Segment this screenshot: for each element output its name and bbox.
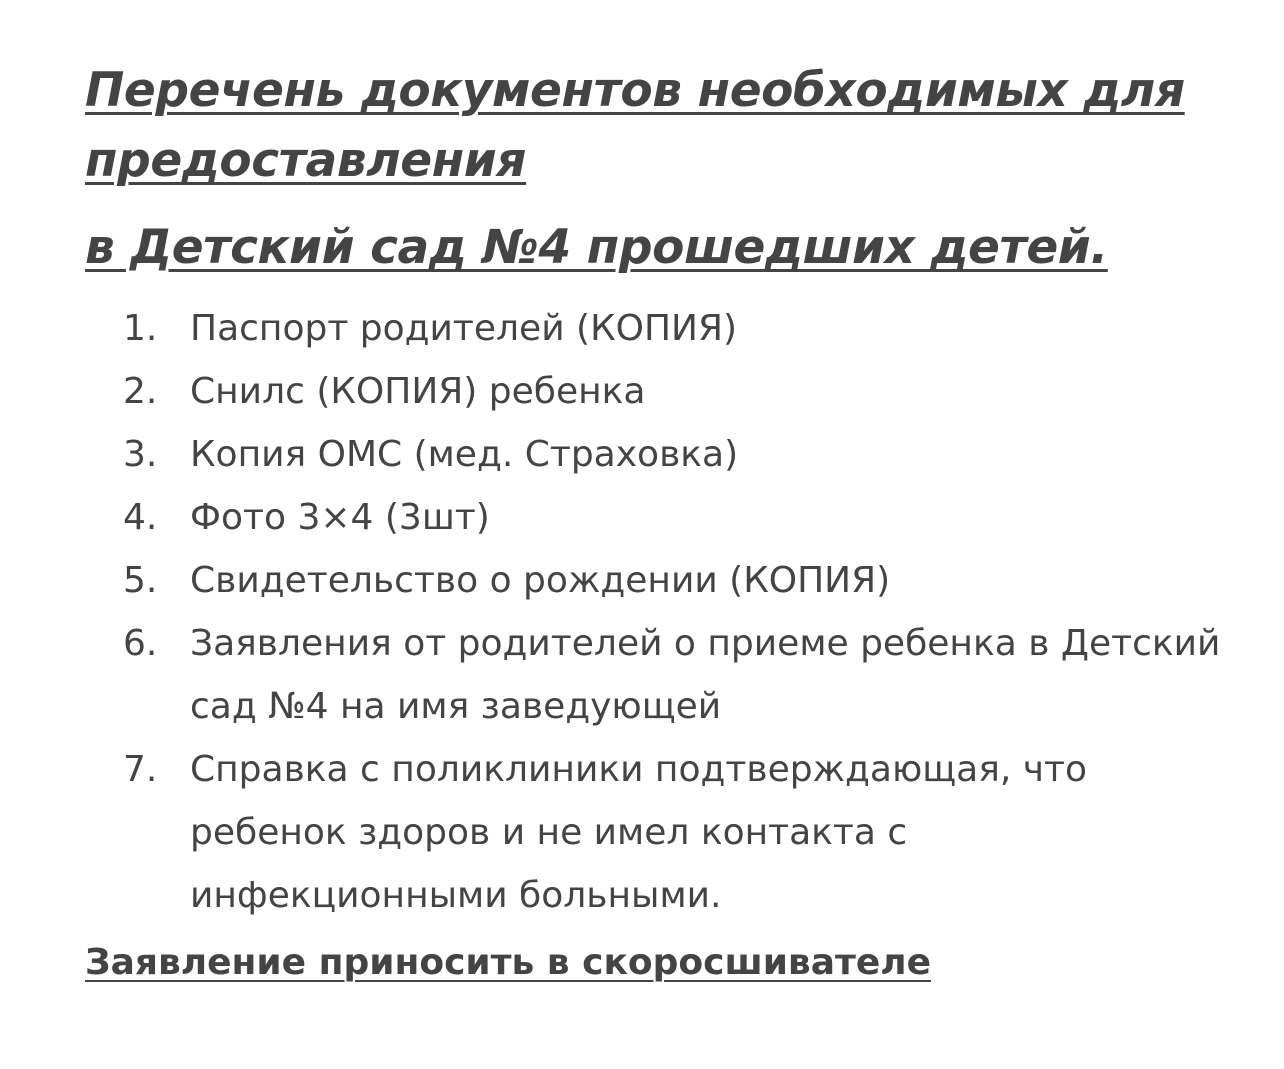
list-item bbox=[85, 486, 1235, 549]
list-item bbox=[85, 612, 1235, 738]
list-item bbox=[85, 297, 1235, 360]
list-item bbox=[85, 423, 1235, 486]
page-title-line-1: Перечень документов необходимых для предоставления bbox=[85, 63, 1185, 188]
list-item-number: 3. bbox=[123, 434, 158, 475]
list-item bbox=[85, 360, 1235, 423]
list-item-number: 2. bbox=[123, 371, 158, 412]
list-item-text: Фото 3×4 (3шт) bbox=[190, 497, 490, 538]
list-item bbox=[85, 738, 1235, 927]
list-item-text: Заявления от родителей о приеме ребенка в Детский сад №4 на имя заведующей bbox=[190, 623, 1221, 727]
list-item-number: 6. bbox=[123, 623, 158, 664]
list-item-text: Справка с поликлиники подтверждающая, что ребенок здоров и не имел контакта с инфекционными больными. bbox=[190, 749, 1088, 916]
list-item bbox=[85, 549, 1235, 612]
list-item-number: 4. bbox=[123, 497, 158, 538]
list-item-number: 7. bbox=[123, 749, 158, 790]
list-item-number: 1. bbox=[123, 308, 158, 349]
list-item-text: Паспорт родителей (КОПИЯ) bbox=[190, 308, 738, 349]
list-item-number: 5. bbox=[123, 560, 158, 601]
list-item-text: Копия ОМС (мед. Страховка) bbox=[190, 434, 739, 475]
document bbox=[85, 56, 1235, 991]
documents-list bbox=[85, 297, 1235, 927]
list-item-text: Свидетельство о рождении (КОПИЯ) bbox=[190, 560, 891, 601]
footer-note: Заявление приносить в скоросшивателе bbox=[85, 942, 932, 983]
list-item-text: Снилс (КОПИЯ) ребенка bbox=[190, 371, 646, 412]
page-title-line-2: в Детский сад №4 прошедших детей. bbox=[85, 220, 1108, 275]
